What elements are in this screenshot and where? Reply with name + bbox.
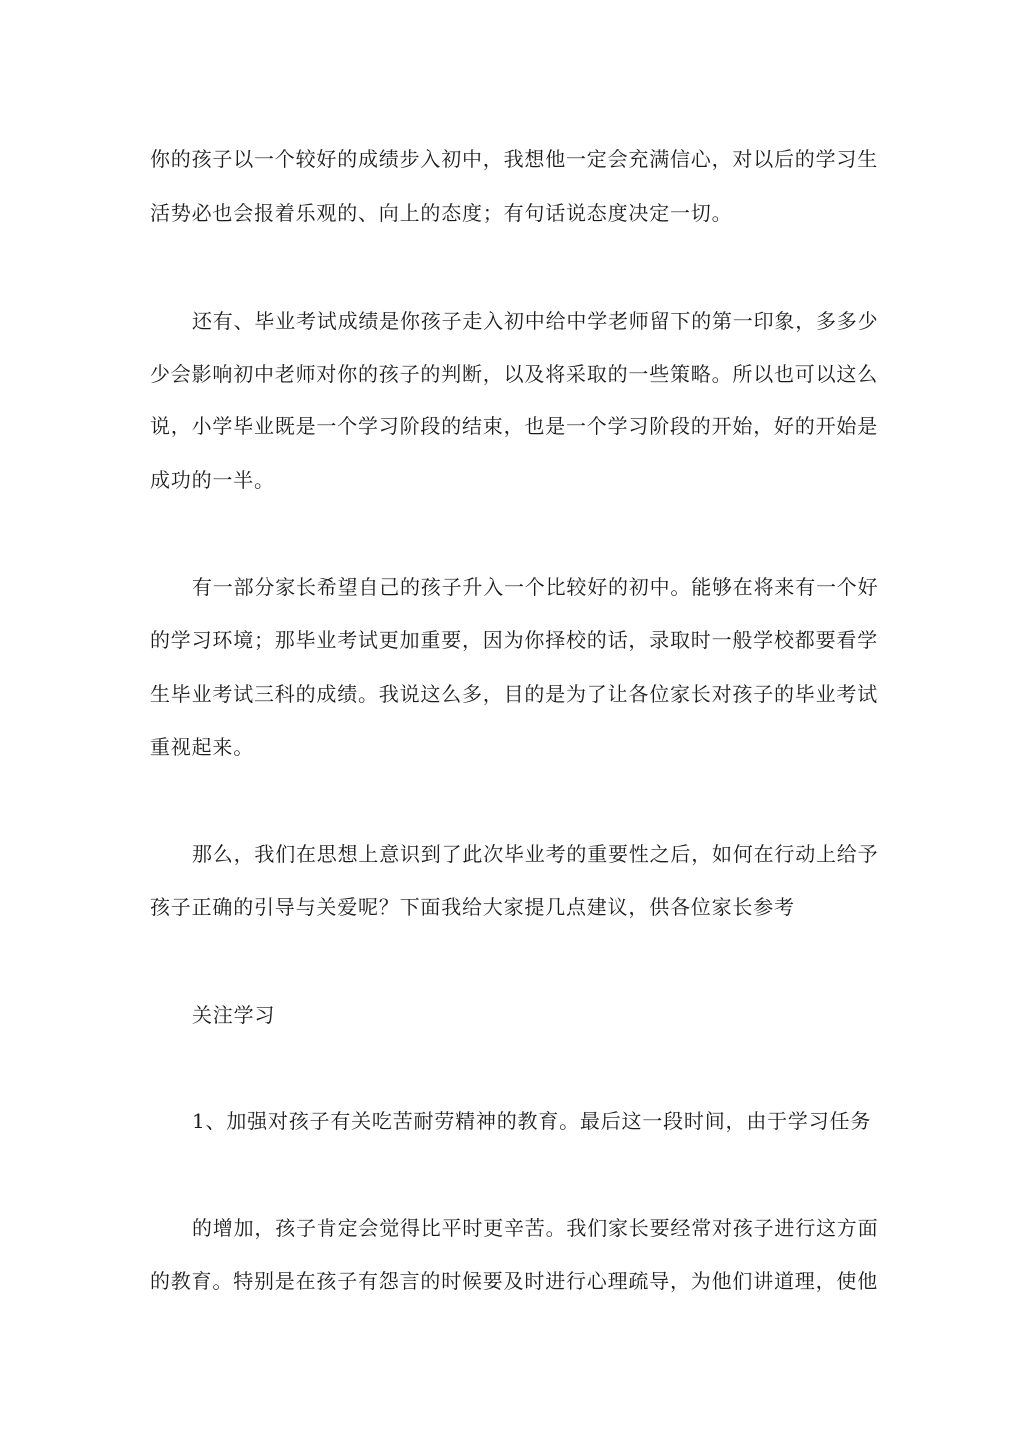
text-line: 你的孩子以一个较好的成绩步入初中，我想他一定会充满信心，对以后的学习生: [150, 147, 878, 171]
text-line: 的教育。特别是在孩子有怨言的时候要及时进行心理疏导，为他们讲道理，使他: [150, 1269, 878, 1293]
text-line: 的学习环境；那毕业考试更加重要，因为你择校的话，录取时一般学校都要看学: [150, 628, 878, 652]
text-line: 的增加，孩子肯定会觉得比平时更辛苦。我们家长要经常对孩子进行这方面: [192, 1216, 879, 1240]
text-line: 有一部分家长希望自己的孩子升入一个比较好的初中。能够在将来有一个好: [192, 575, 879, 599]
text-line: 1、加强对孩子有关吃苦耐劳精神的教育。最后这一段时间，由于学习任务: [192, 1109, 872, 1133]
text-line: 孩子正确的引导与关爱呢？下面我给大家提几点建议，供各位家长参考: [150, 895, 795, 919]
text-line: 生毕业考试三科的成绩。我说这么多，目的是为了让各位家长对孩子的毕业考试: [150, 682, 878, 706]
text-line: 少会影响初中老师对你的孩子的判断，以及将采取的一些策略。所以也可以这么: [150, 362, 878, 386]
text-line: 重视起来。: [150, 735, 254, 759]
text-line: 说，小学毕业既是一个学习阶段的结束，也是一个学习阶段的开始，好的开始是: [150, 414, 878, 438]
section-heading: 关注学习: [192, 1003, 276, 1027]
text-line: 还有、毕业考试成绩是你孩子走入初中给中学老师留下的第一印象，多多少: [192, 309, 879, 333]
text-line: 那么，我们在思想上意识到了此次毕业考的重要性之后，如何在行动上给予: [192, 842, 879, 866]
text-line: 活势必也会报着乐观的、向上的态度；有句话说态度决定一切。: [150, 201, 733, 225]
text-line: 成功的一半。: [150, 468, 275, 492]
